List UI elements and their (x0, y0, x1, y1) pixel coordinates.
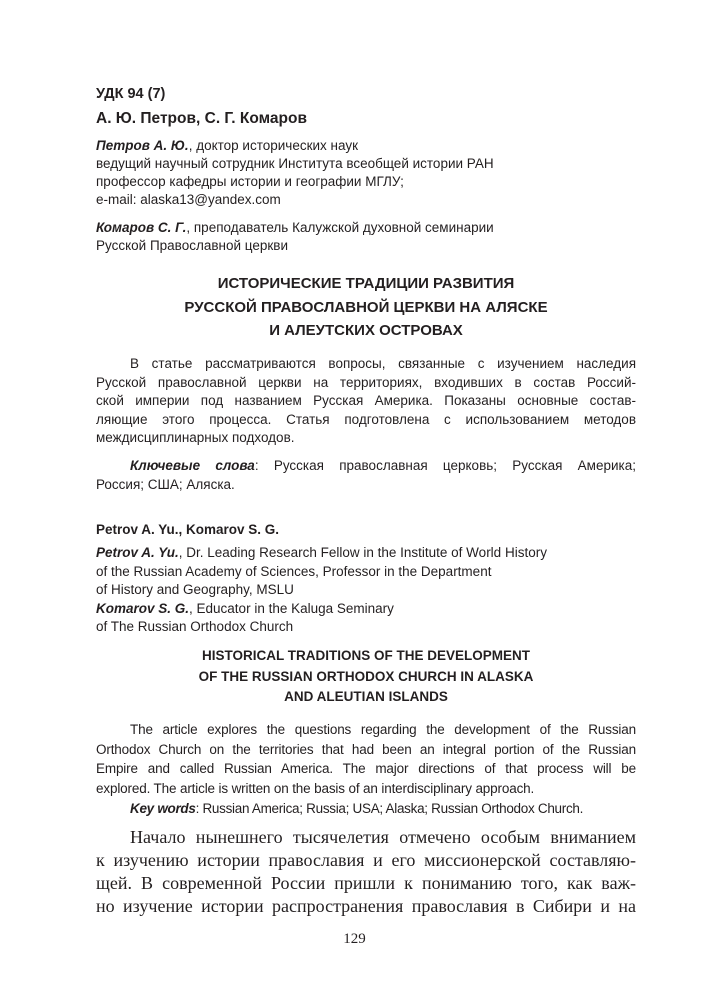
author-name: Комаров С. Г. (96, 220, 187, 235)
author-text: of The Russian Orthodox Church (96, 619, 294, 634)
author-info-en (96, 544, 636, 637)
keywords-label: Ключевые слова (130, 458, 255, 473)
title-line: РУССКОЙ ПРАВОСЛАВНОЙ ЦЕРКВИ НА АЛЯСКЕ (184, 298, 548, 316)
title-line: OF THE RUSSIAN ORTHODOX CHURCH IN ALASKA (198, 668, 534, 684)
abstract-line: Русской православной церкви на территориях, входивших в состав Россий- (96, 374, 636, 390)
authors-en: Petrov A. Yu., Komarov S. G. (96, 522, 280, 537)
abstract-line: The article explores the questions regarding the development of the Russian (130, 722, 636, 737)
body-line: но изучение истории распространения православия в Сибири и на (96, 896, 636, 916)
title-line: AND ALEUTIAN ISLANDS (284, 689, 448, 704)
author-info-petrov-ru (96, 137, 636, 209)
abstract-line: Empire and called Russian America. The major directions of that process will be (96, 761, 636, 776)
abstract-line: В статье рассматриваются вопросы, связанные с изучением наследия (130, 356, 636, 371)
body-line: щей. В современной России пришли к пониманию того, как важ- (96, 873, 636, 893)
author-text: , Educator in the Kaluga Seminary (189, 600, 394, 616)
body-line: Начало нынешнего тысячелетия отмечено особым вниманием (130, 827, 636, 847)
body-text (96, 826, 636, 918)
author-name: Komarov S. G. (96, 600, 190, 616)
abstract-line: Orthodox Church on the territories that had been an integral portion of the Russian (96, 741, 636, 757)
author-text: of the Russian Academy of Sciences, Professor in the Department (96, 563, 492, 579)
author-text: of History and Geography, MSLU (96, 582, 294, 597)
abstract-line: ской империи под названием Русская Америка. Показаны основные состав- (96, 393, 636, 408)
title-line: И АЛЕУТСКИХ ОСТРОВАХ (269, 322, 463, 339)
author-info-komarov-ru (96, 219, 636, 255)
author-email: e-mail: alaska13@yandex.com (96, 192, 281, 207)
title-ru (96, 272, 636, 343)
author-name: Петров А. Ю. (96, 138, 189, 153)
keywords-label: Key words (130, 801, 196, 816)
keywords-text: Россия; США; Аляска. (96, 476, 235, 492)
author-text: , Dr. Leading Research Fellow in the Institute of World History (178, 545, 547, 560)
author-text: ведущий научный сотрудник Института всеобщей истории РАН (96, 156, 494, 171)
keywords-text: : Русская православная церковь; Русская Америка; (254, 458, 636, 473)
udk-code: УДК 94 (7) (96, 86, 166, 102)
page-number: 129 (343, 931, 366, 947)
title-line: ИСТОРИЧЕСКИЕ ТРАДИЦИИ РАЗВИТИЯ (217, 275, 515, 292)
authors-ru: А. Ю. Петров, С. Г. Комаров (96, 110, 307, 127)
author-text: , доктор исторических наук (188, 138, 359, 153)
abstract-en (96, 720, 636, 798)
keywords-en (96, 800, 636, 819)
abstract-line: междисциплинарных подходов. (96, 430, 295, 445)
author-text: Русской Православной церкви (96, 238, 288, 253)
abstract-line: explored. The article is written on the basis of an interdisciplinary approach. (96, 780, 535, 796)
abstract-line: ляющие этого процесса. Статья подготовлена с использованием методов (96, 411, 636, 427)
author-text: профессор кафедры истории и географии МГЛУ; (96, 174, 404, 189)
keywords-text: : Russian America; Russia; USA; Alaska; Russian Orthodox Church. (195, 801, 584, 816)
author-name: Petrov A. Yu. (96, 545, 179, 560)
abstract-ru (96, 355, 636, 448)
title-en (96, 646, 636, 708)
keywords-ru (96, 457, 636, 494)
body-line: к изучению истории православия и его миссионерской составляю- (96, 850, 636, 870)
author-text: , преподаватель Калужской духовной семинарии (186, 220, 494, 235)
title-line: HISTORICAL TRADITIONS OF THE DEVELOPMENT (201, 648, 530, 663)
